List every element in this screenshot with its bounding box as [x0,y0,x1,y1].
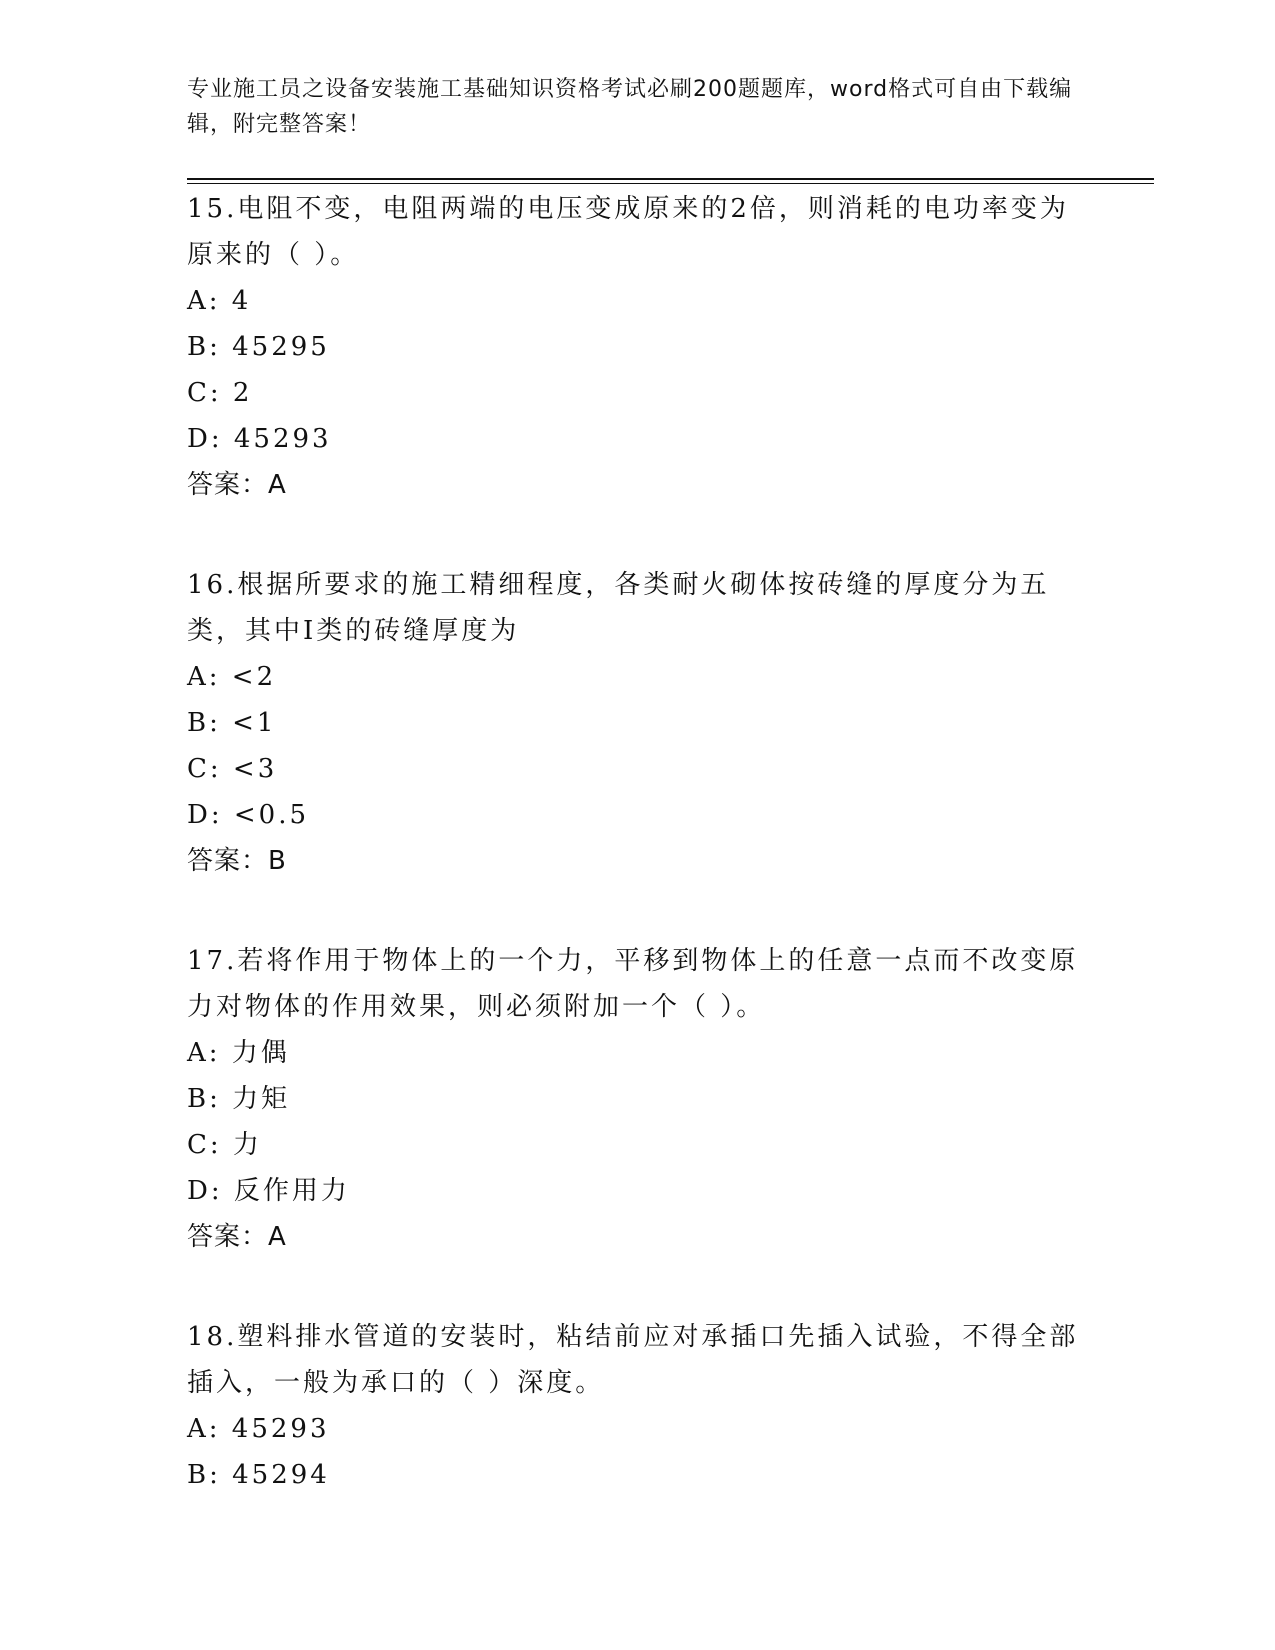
option-a: A: <2 [187,662,277,692]
question-stem: 16.根据所要求的施工精细程度，各类耐火砌体按砖缝的厚度分为五类，其中Ⅰ类的砖缝厚度为 [187,570,1050,646]
option-c: C: 2 [187,378,253,408]
option-a: A: 力偶 [187,1038,290,1068]
question-stem: 18.塑料排水管道的安装时，粘结前应对承插口先插入试验，不得全部插入，一般为承口的（ ）深度。 [187,1322,1079,1398]
option-b: B: <1 [187,708,277,738]
document-header: 专业施工员之设备安装施工基础知识资格考试必刷200题题库，word格式可自由下载编辑，附完整答案！ [187,77,1073,137]
option-c: C: <3 [187,754,278,784]
question-16 [187,562,1087,884]
question-17 [187,938,1087,1260]
answer-line: 答案：B [187,846,287,876]
option-d: D: 45293 [187,424,332,454]
question-stem: 17.若将作用于物体上的一个力，平移到物体上的任意一点而不改变原力对物体的作用效果，则必须附加一个（ ）。 [187,946,1079,1022]
option-b: B: 力矩 [187,1084,291,1114]
question-stem: 15.电阻不变，电阻两端的电压变成原来的2倍，则消耗的电功率变为原来的（ ）。 [187,194,1069,270]
header-divider-thin [187,183,1154,184]
option-c: C: 力 [187,1130,262,1160]
question-list [187,186,1087,1552]
question-15 [187,186,1087,508]
option-a: A: 4 [187,286,252,316]
question-18 [187,1314,1087,1498]
answer-line: 答案：A [187,470,287,500]
option-d: D: 反作用力 [187,1176,350,1206]
option-b: B: 45295 [187,332,330,362]
option-b: B: 45294 [187,1460,330,1490]
option-d: D: <0.5 [187,800,310,830]
option-a: A: 45293 [187,1414,330,1444]
header-divider-thick [187,178,1154,180]
answer-line: 答案：A [187,1222,287,1252]
